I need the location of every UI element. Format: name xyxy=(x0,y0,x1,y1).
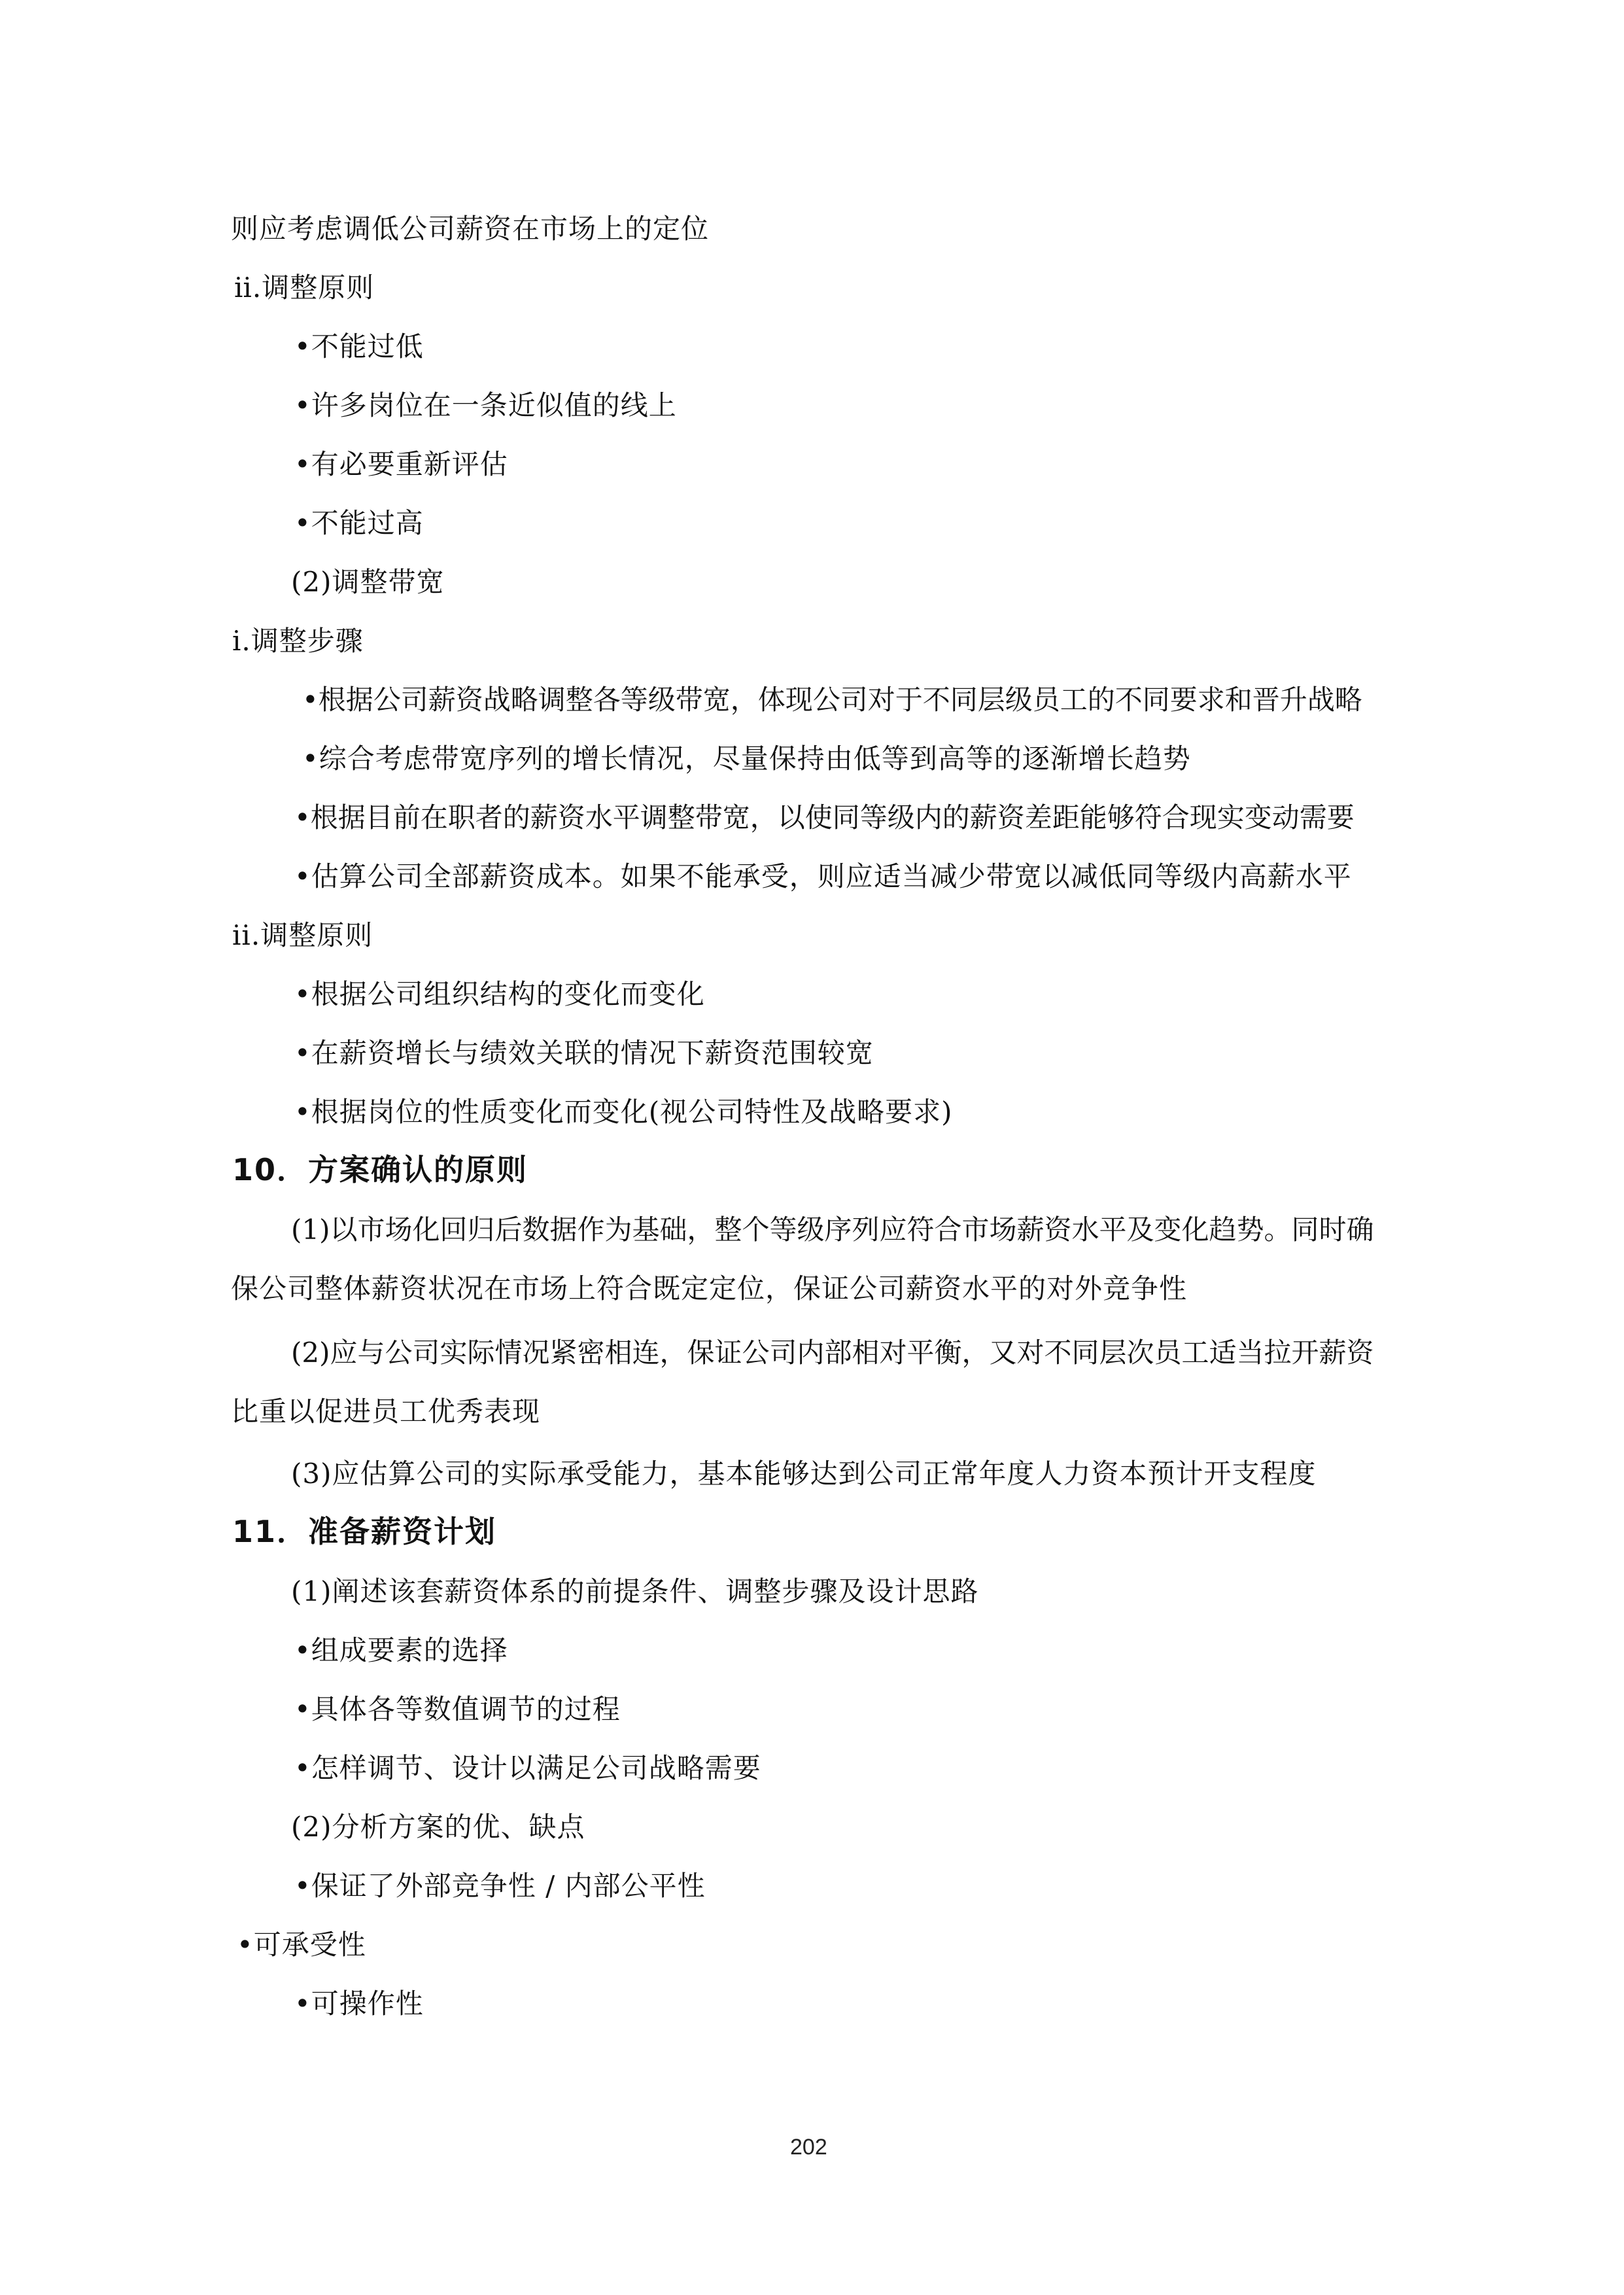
bullet-item: •在薪资增长与绩效关联的情况下薪资范围较宽 xyxy=(294,1037,874,1069)
subsection-label: (2)分析方案的优、缺点 xyxy=(291,1811,585,1843)
body-text-line: 则应考虑调低公司薪资在市场上的定位 xyxy=(231,213,710,245)
bullet-item: •组成要素的选择 xyxy=(294,1634,508,1666)
bullet-item: •具体各等数值调节的过程 xyxy=(294,1693,621,1725)
subsection-label: (1)阐述该套薪资体系的前提条件、调整步骤及设计思路 xyxy=(291,1575,979,1607)
bullet-item: •可操作性 xyxy=(294,1988,424,2020)
bullet-item: •不能过高 xyxy=(294,507,424,539)
section-label: i.调整步骤 xyxy=(232,625,364,657)
paragraph-line: 比重以促进员工优秀表现 xyxy=(231,1395,541,1428)
section-label: ii.调整原则 xyxy=(232,919,373,951)
bullet-item: •根据公司组织结构的变化而变化 xyxy=(294,978,705,1010)
paragraph-line: (2)应与公司实际情况紧密相连，保证公司内部相对平衡，又对不同层次员工适当拉开薪资 xyxy=(291,1337,1374,1369)
bullet-item: •估算公司全部薪资成本。如果不能承受，则应适当减少带宽以减低同等级内高薪水平 xyxy=(294,860,1352,892)
bullet-item: •根据公司薪资战略调整各等级带宽，体现公司对于不同层级员工的不同要求和晋升战略 xyxy=(302,684,1362,716)
paragraph-line: (3)应估算公司的实际承受能力，基本能够达到公司正常年度人力资本预计开支程度 xyxy=(291,1458,1317,1490)
bullet-item: •怎样调节、设计以满足公司战略需要 xyxy=(294,1752,761,1784)
bullet-item: •保证了外部竞争性 / 内部公平性 xyxy=(294,1870,706,1902)
bullet-item: •综合考虑带宽序列的增长情况，尽量保持由低等到高等的逐渐增长趋势 xyxy=(302,743,1191,775)
paragraph-line: (1)以市场化回归后数据作为基础，整个等级序列应符合市场薪资水平及变化趋势。同时确 xyxy=(291,1214,1374,1246)
page-number: 202 xyxy=(790,2135,827,2160)
bullet-item: •可承受性 xyxy=(237,1929,366,1961)
bullet-item: •根据岗位的性质变化而变化(视公司特性及战略要求) xyxy=(294,1096,953,1128)
bullet-item: •不能过低 xyxy=(294,330,424,362)
paragraph-line: 保公司整体薪资状况在市场上符合既定定位，保证公司薪资水平的对外竞争性 xyxy=(231,1272,1188,1305)
section-heading: 10．方案确认的原则 xyxy=(232,1152,528,1187)
bullet-item: •许多岗位在一条近似值的线上 xyxy=(294,389,677,421)
bullet-item: •有必要重新评估 xyxy=(294,448,508,480)
subsection-label: (2)调整带宽 xyxy=(291,566,445,598)
bullet-item: •根据目前在职者的薪资水平调整带宽，以使同等级内的薪资差距能够符合现实变动需要 xyxy=(294,801,1355,833)
section-label: ⅱ.调整原则 xyxy=(234,272,375,304)
section-heading: 11．准备薪资计划 xyxy=(232,1514,497,1549)
